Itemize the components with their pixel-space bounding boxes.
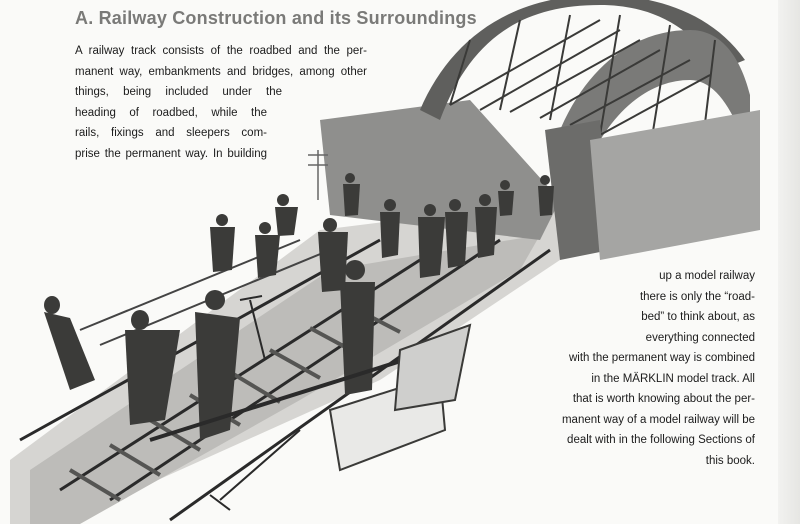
intro-line: A railway track consists of the roadbed and the per- — [75, 45, 367, 57]
intro-line: heading of roadbed, while the — [75, 106, 267, 119]
intro-line: manent way, embankments and bridges, among other — [75, 65, 367, 78]
bridge-far-side — [590, 110, 760, 260]
intro-paragraph — [75, 41, 367, 164]
intro-line: things, being included under the — [75, 86, 282, 98]
body-line: with the permanent way is combined — [568, 352, 755, 364]
body-line: this book. — [705, 454, 755, 467]
body-line: in the MÄRKLIN model track. All — [591, 372, 755, 385]
body-line: there is only the “road- — [639, 290, 755, 303]
body-line: up a model railway — [659, 270, 755, 282]
body-line: manent way of a model railway will be — [561, 413, 755, 426]
body-line: dealt with in the following Sections of — [567, 434, 755, 446]
body-paragraph — [562, 266, 755, 471]
body-line: bed” to think about, as — [641, 311, 755, 323]
intro-line: rails, fixings and sleepers com- — [75, 127, 267, 139]
body-line: that is worth knowing about the per- — [572, 393, 755, 405]
intro-line: prise the permanent way. In building — [75, 147, 267, 160]
section-title: A. Railway Construction and its Surroundings — [75, 8, 477, 28]
body-line: everything connected — [645, 331, 755, 344]
